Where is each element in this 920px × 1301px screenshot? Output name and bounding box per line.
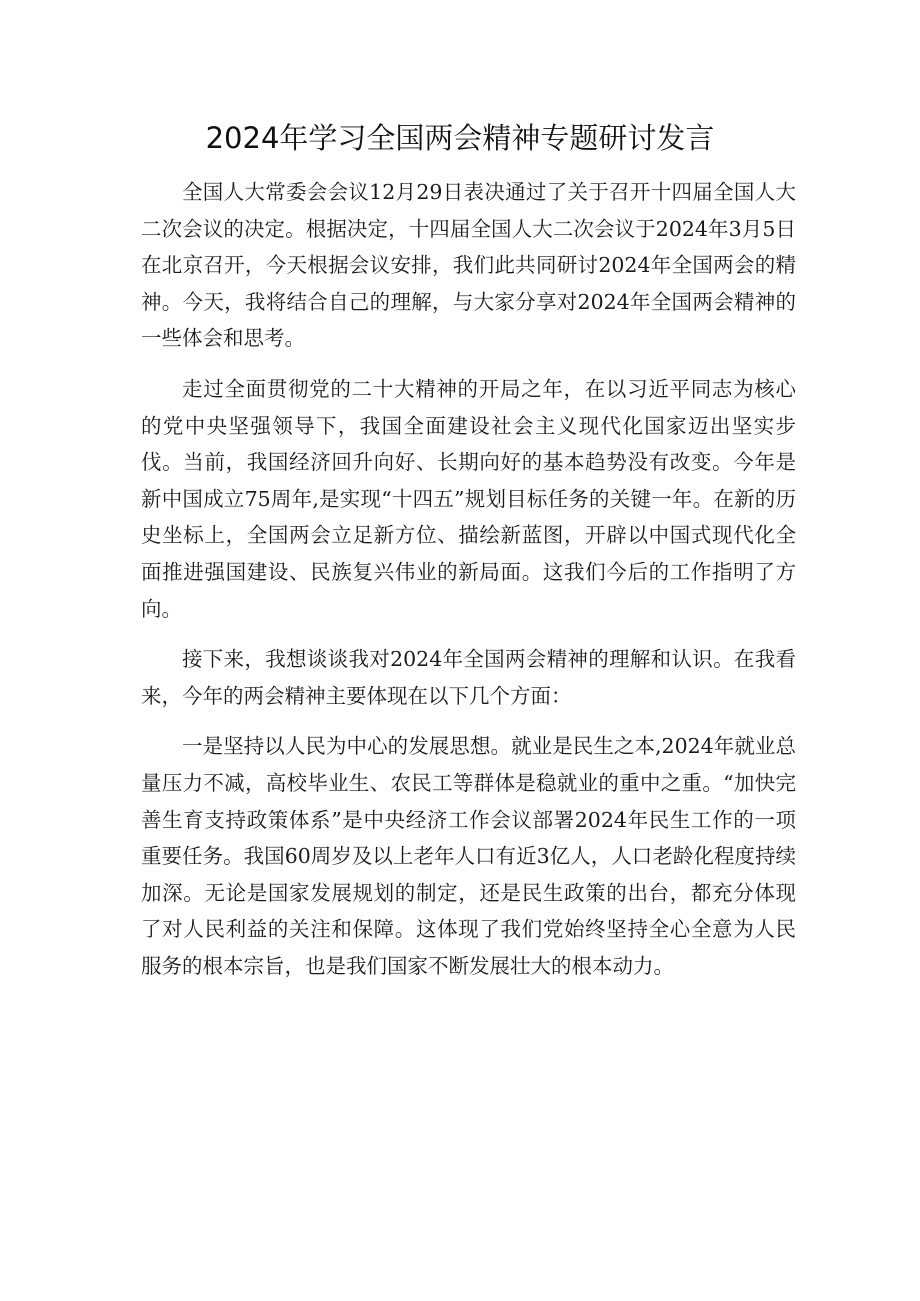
paragraph-2: 走过全面贯彻党的二十大精神的开局之年，在以习近平同志为核心的党中央坚强领导下，我国全面建设社会主义现代化国家迈出坚实步伐。当前，我国经济回升向好、长期向好的基本趋势没有改变。今年是新中国成立75周年,是实现“十四五”规划目标任务的关键一年。在新的历史坐标上，全国两会立足新方位、描绘新蓝图，开辟以中国式现代化全面推进强国建设、民族复兴伟业的新局面。这我们今后的工作指明了方向。	[141, 376, 796, 621]
paragraph-4: 一是坚持以人民为中心的发展思想。就业是民生之本,2024年就业总量压力不减，高校毕业生、农民工等群体是稳就业的重中之重。“加快完善生育支持政策体系”是中央经济工作会议部署2024年民生工作的一项重要任务。我国60周岁及以上老年人口有近3亿人，人口老龄化程度持续加深。无论是国家发展规划的制定，还是民生政策的出台，都充分体现了对人民利益的关注和保障。这体现了我们党始终坚持全心全意为人民服务的根本宗旨，也是我们国家不断发展壮大的根本动力。	[141, 734, 796, 978]
document-title: 2024年学习全国两会精神专题研讨发言	[205, 121, 715, 155]
document-body	[141, 174, 796, 998]
paragraph-3: 接下来，我想谈谈我对2024年全国两会精神的理解和认识。在我看来，今年的两会精神主要体现在以下几个方面：	[141, 647, 796, 708]
paragraph-1: 全国人大常委会会议12月29日表决通过了关于召开十四届全国人大二次会议的决定。根据决定，十四届全国人大二次会议于2024年3月5日在北京召开，今天根据会议安排，我们此共同研讨2024年全国两会的精神。今天，我将结合自己的理解，与大家分享对2024年全国两会精神的一些体会和思考。	[141, 180, 796, 351]
